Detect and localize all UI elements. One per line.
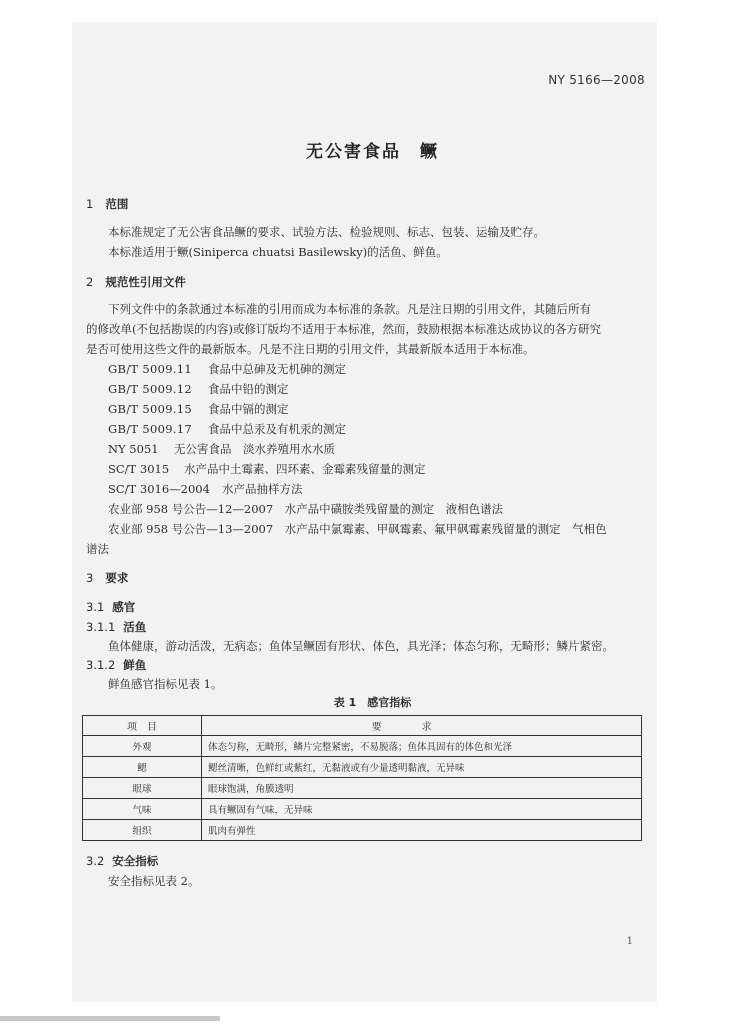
reference-code: SC/T 3016—2004: [108, 482, 210, 496]
reference-code: SC/T 3015: [108, 462, 170, 476]
reference-item: 农业部 958 号公告—13—2007 水产品中氯霉素、甲砜霉素、氟甲砜霉素残留量的测定 气相色: [108, 522, 607, 536]
references-intro-line: 下列文件中的条款通过本标准的引用而成为本标准的条款。凡是注日期的引用文件，其随后所有: [108, 302, 591, 316]
reference-item: [108, 441, 335, 457]
table-cell-item: 气味: [83, 799, 202, 820]
table-row: [83, 757, 642, 778]
page-number: 1: [626, 936, 633, 947]
reference-item-continued: 谱法: [86, 542, 109, 556]
section-number: 3.2: [86, 854, 105, 868]
section-title: 范围: [105, 197, 129, 211]
section-title: 要求: [105, 571, 129, 585]
table-cell-requirement: 体态匀称，无畸形，鳞片完整紧密，不易脱落；鱼体具固有的体色和光泽: [202, 736, 642, 757]
scope-paragraph-1: 本标准规定了无公害食品鳜的要求、试验方法、检验规则、标志、包装、运输及贮存。: [108, 225, 545, 239]
section-number: 3: [86, 571, 94, 585]
section-number: 2: [86, 275, 94, 289]
reference-code: GB/T 5009.11: [108, 362, 192, 376]
section-title: 规范性引用文件: [105, 275, 186, 289]
reference-item: 农业部 958 号公告—12—2007 水产品中磺胺类残留量的测定 液相色谱法: [108, 502, 504, 516]
table-cell-item: 眼球: [83, 778, 202, 799]
section-3-2-heading: [86, 853, 158, 869]
fresh-fish-description: 鲜鱼感官指标见表 1。: [108, 677, 223, 691]
table-cell-item: 组织: [83, 820, 202, 841]
section-title: 活鱼: [123, 620, 147, 634]
reference-title: 无公害食品 淡水养殖用水水质: [174, 442, 335, 456]
section-title: 感官: [112, 600, 136, 614]
reference-item: [108, 421, 346, 437]
section-number: 3.1.1: [86, 620, 116, 634]
section-title: 鲜鱼: [123, 658, 147, 672]
section-3-heading: [86, 570, 128, 586]
reference-item: [108, 481, 303, 497]
table-header-requirement: 要求: [202, 716, 642, 736]
table-row: [83, 799, 642, 820]
document-title: 无公害食品 鳜: [306, 142, 439, 162]
section-number: 1: [86, 197, 94, 211]
reference-code: GB/T 5009.12: [108, 382, 192, 396]
live-fish-description: 鱼体健康，游动活泼，无病态；鱼体呈鳜固有形状、体色，具光泽；体态匀称，无畸形；鳞片紧密。: [108, 639, 614, 653]
sensory-index-table: [82, 715, 642, 841]
reference-title: 食品中总砷及无机砷的测定: [208, 362, 346, 376]
reference-title: 食品中镉的测定: [208, 402, 289, 416]
reference-code: GB/T 5009.17: [108, 422, 192, 436]
reference-item: [108, 381, 289, 397]
table-cell-item: 鳃: [83, 757, 202, 778]
reference-item: [108, 361, 346, 377]
table-cell-item: 外观: [83, 736, 202, 757]
table-cell-requirement: 肌肉有弹性: [202, 820, 642, 841]
table-cell-requirement: 鳃丝清晰，色鲜红或紫红，无黏液或有少量透明黏液，无异味: [202, 757, 642, 778]
standard-code: NY 5166—2008: [548, 73, 645, 87]
reference-title: 水产品中土霉素、四环素、金霉素残留量的测定: [184, 462, 426, 476]
section-1-heading: [86, 196, 128, 212]
section-3-1-1-heading: [86, 619, 146, 635]
section-number: 3.1.2: [86, 658, 116, 672]
reference-code: NY 5051: [108, 442, 159, 456]
reference-code: GB/T 5009.15: [108, 402, 192, 416]
section-number: 3.1: [86, 600, 105, 614]
table-row: [83, 820, 642, 841]
section-title: 安全指标: [112, 854, 159, 868]
table-row: [83, 736, 642, 757]
reference-title: 水产品抽样方法: [222, 482, 303, 496]
reference-title: 食品中铅的测定: [208, 382, 289, 396]
scan-edge: [0, 1016, 220, 1021]
table-header-row: [83, 716, 642, 736]
table-caption: 表 1 感官指标: [333, 696, 412, 709]
section-2-heading: [86, 274, 186, 290]
reference-item: [108, 461, 426, 477]
table-cell-requirement: 眼球饱满，角膜透明: [202, 778, 642, 799]
table-row: [83, 778, 642, 799]
reference-title: 食品中总汞及有机汞的测定: [208, 422, 346, 436]
reference-item: [108, 401, 289, 417]
references-intro-line: 的修改单(不包括勘误的内容)或修订版均不适用于本标准，然而，鼓励根据本标准达成协议的各方研究: [86, 322, 601, 336]
section-3-1-2-heading: [86, 657, 146, 673]
table-header-item: 项 目: [83, 716, 202, 736]
table-cell-requirement: 具有鳜固有气味，无异味: [202, 799, 642, 820]
section-3-1-heading: [86, 599, 135, 615]
references-intro-line: 是否可使用这些文件的最新版本。凡是不注日期的引用文件，其最新版本适用于本标准。: [86, 342, 535, 356]
scope-paragraph-2: 本标准适用于鳜(Siniperca chuatsi Basilewsky)的活鱼、鲜鱼。: [108, 245, 448, 259]
safety-index-note: 安全指标见表 2。: [108, 874, 200, 888]
